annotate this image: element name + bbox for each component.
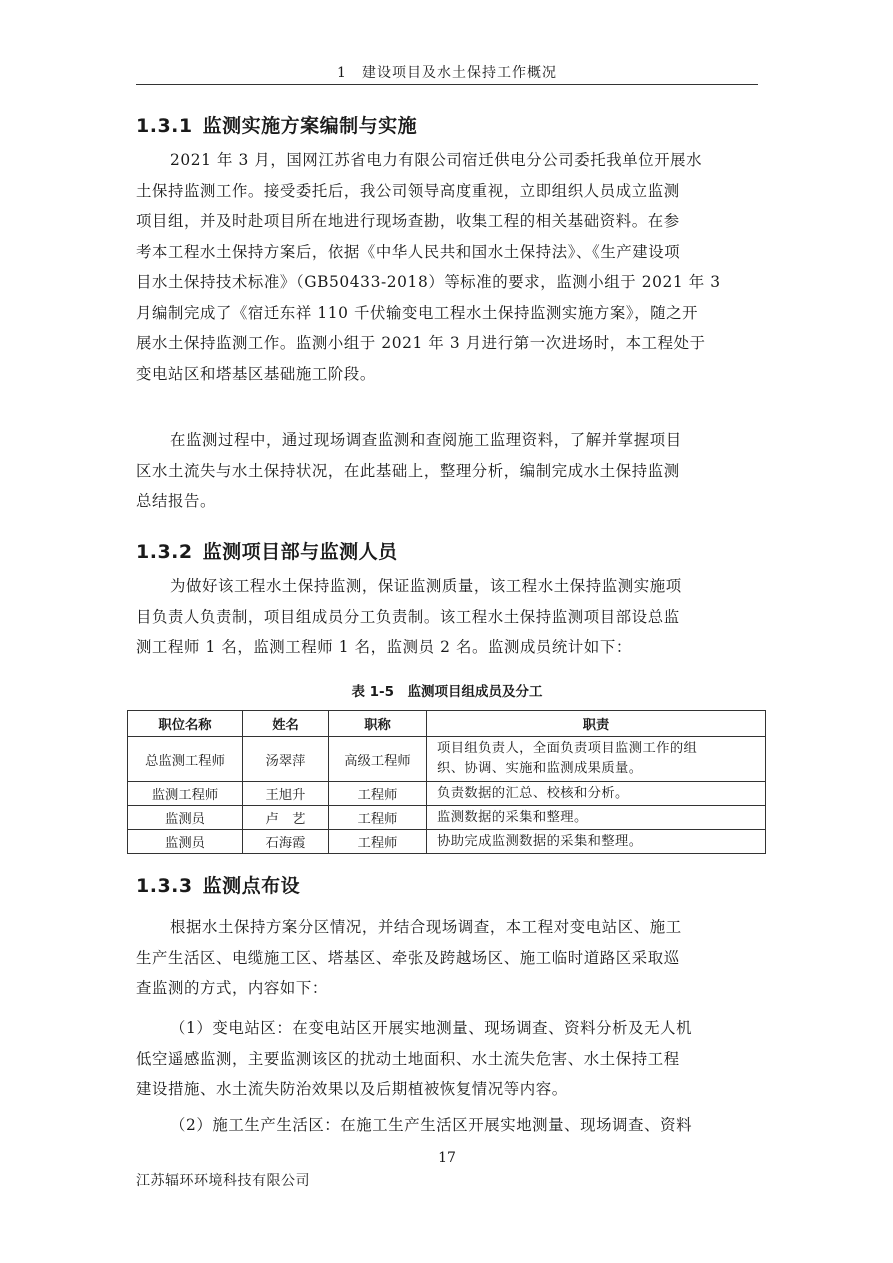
running-header: 1 建设项目及水土保持工作概况 xyxy=(337,65,557,81)
cell-position: 总监测工程师 xyxy=(128,737,243,782)
section-heading-1-3-3 xyxy=(136,871,300,898)
column-header: 姓名 xyxy=(243,711,329,737)
paragraph-project-team xyxy=(136,571,758,663)
staff-table xyxy=(127,710,766,854)
text-line: 区水土流失与水土保持状况，在此基础上，整理分析，编制完成水土保持监测 xyxy=(136,461,680,480)
text-line: 生产生活区、电缆施工区、塔基区、牵张及跨越场区、施工临时道路区采取巡 xyxy=(136,948,680,967)
text-line: 展水土保持监测工作。监测小组于 2021 年 3 月进行第一次进场时，本工程处于 xyxy=(136,334,706,352)
text-line: 变电站区和塔基区基础施工阶段。 xyxy=(136,364,376,383)
text-line: 建设措施、水土流失防治效果以及后期植被恢复情况等内容。 xyxy=(136,1080,568,1098)
text-line: 根据水土保持方案分区情况，并结合现场调查，本工程对变电站区、施工 xyxy=(170,918,682,936)
text-line: 目水土保持技术标准》（GB50433-2018）等标准的要求，监测小组于 2021 年 3 xyxy=(136,273,721,291)
section-number: 1.3.3 xyxy=(136,875,193,897)
paragraph-zoning xyxy=(136,912,758,1004)
cell-name: 卢 艺 xyxy=(243,806,329,830)
cell-position: 监测员 xyxy=(128,806,243,830)
table-row xyxy=(128,806,766,830)
cell-name: 王旭升 xyxy=(243,782,329,806)
cell-name: 石海霞 xyxy=(243,830,329,854)
footer-company-name: 江苏辐环环境科技有限公司 xyxy=(136,1173,310,1189)
text-line: 在监测过程中，通过现场调查监测和查阅施工监理资料，了解并掌握项目 xyxy=(170,431,682,449)
cell-duty: 监测数据的采集和整理。 xyxy=(427,806,766,830)
text-line: （1）变电站区：在变电站区开展实地测量、现场调查、资料分析及无人机 xyxy=(170,1019,693,1037)
text-line: 为做好该工程水土保持监测，保证监测质量，该工程水土保持监测实施项 xyxy=(170,577,682,595)
section-title: 监测实施方案编制与实施 xyxy=(202,115,418,137)
table-row xyxy=(128,737,766,782)
section-number: 1.3.1 xyxy=(136,115,193,137)
duty-line: 项目组负责人，全面负责项目监测工作的组 xyxy=(437,741,698,756)
text-line: 目负责人负责制，项目组成员分工负责制。该工程水土保持监测项目部设总监 xyxy=(136,607,680,626)
cell-title: 工程师 xyxy=(329,830,427,854)
cell-duty: 负责数据的汇总、校核和分析。 xyxy=(427,782,766,806)
text-line: （2）施工生产生活区：在施工生产生活区开展实地测量、现场调查、资料 xyxy=(170,1116,693,1134)
section-title: 监测项目部与监测人员 xyxy=(202,541,398,563)
cell-position: 监测员 xyxy=(128,830,243,854)
header-divider xyxy=(136,84,758,85)
text-line: 查监测的方式，内容如下： xyxy=(136,979,328,997)
section-number: 1.3.2 xyxy=(136,541,193,563)
text-line: 2021 年 3 月，国网江苏省电力有限公司宿迁供电分公司委托我单位开展水 xyxy=(170,151,703,169)
text-line: 土保持监测工作。接受委托后，我公司领导高度重视，立即组织人员成立监测 xyxy=(136,181,680,200)
paragraph-commission xyxy=(136,145,758,389)
column-header: 职称 xyxy=(329,711,427,737)
table-row xyxy=(128,830,766,854)
paragraph-monitoring-process xyxy=(136,425,758,517)
section-heading-1-3-1 xyxy=(136,111,417,138)
paragraph-construction-living-zone xyxy=(136,1110,758,1141)
cell-title: 高级工程师 xyxy=(329,737,427,782)
text-line: 低空遥感监测，主要监测该区的扰动土地面积、水土流失危害、水土保持工程 xyxy=(136,1049,680,1068)
cell-duty xyxy=(427,737,766,782)
text-line: 月编制完成了《宿迁东祥 110 千伏输变电工程水土保持监测实施方案》，随之开 xyxy=(136,303,699,322)
column-header: 职位名称 xyxy=(128,711,243,737)
cell-title: 工程师 xyxy=(329,806,427,830)
cell-title: 工程师 xyxy=(329,782,427,806)
text-line: 考本工程水土保持方案后，依据《中华人民共和国水土保持法》、《生产建设项 xyxy=(136,242,681,261)
text-line: 项目组，并及时赴项目所在地进行现场查勘，收集工程的相关基础资料。在参 xyxy=(136,212,680,230)
table-row xyxy=(128,782,766,806)
column-header: 职责 xyxy=(427,711,766,737)
cell-name: 汤翠萍 xyxy=(243,737,329,782)
text-line: 总结报告。 xyxy=(136,492,216,510)
cell-position: 监测工程师 xyxy=(128,782,243,806)
cell-duty: 协助完成监测数据的采集和整理。 xyxy=(427,830,766,854)
section-heading-1-3-2 xyxy=(136,537,398,564)
section-title: 监测点布设 xyxy=(202,875,301,897)
duty-line: 织、协调、实施和监测成果质量。 xyxy=(437,761,643,776)
text-line: 测工程师 1 名，监测工程师 1 名，监测员 2 名。监测成员统计如下： xyxy=(136,638,632,656)
table-caption: 表 1-5 监测项目组成员及分工 xyxy=(351,684,543,700)
table-header-row xyxy=(128,711,766,737)
paragraph-substation-zone xyxy=(136,1013,758,1105)
page-number: 17 xyxy=(438,1150,456,1166)
